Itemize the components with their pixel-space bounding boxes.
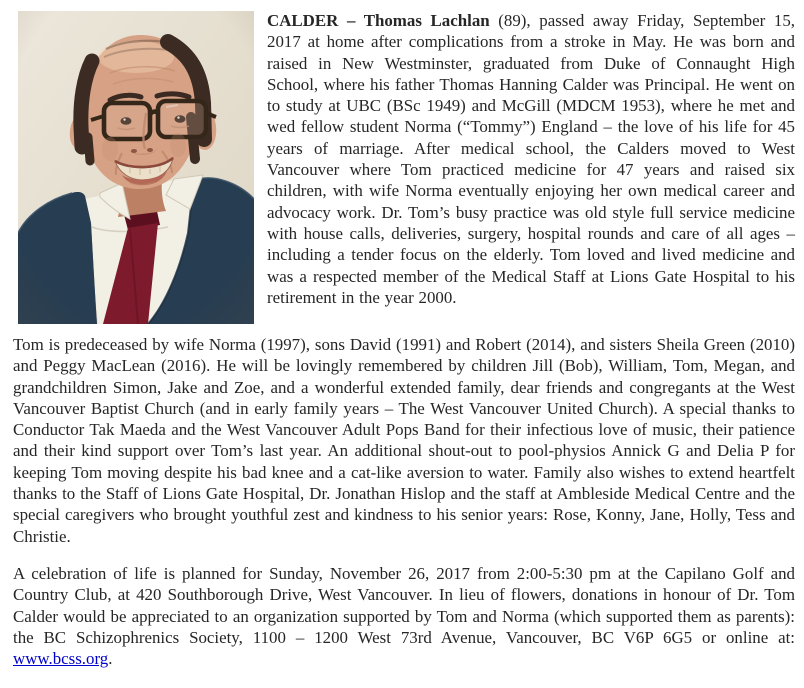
obituary-paragraph-2: Tom is predeceased by wife Norma (1997), sons David (1991) and Robert (2014), and sisters Sheila Green (2010) and Peggy MacLean (2016). He will be lovingly remembered by children Jill (Bob), William, Tom, Megan, and grandchildren Simon, Jake and Zoe, and a wonderful extended family, dear friends and congregants at the West Vancouver Baptist Church (and in early family years – The West Vancouver United Church). A special thanks to Conductor Tak Maeda and the West Vancouver Adult Pops Band for their infectious love of music, their patience and their kind support over Tom’s last year. An additional shout-out to pool-physios Annick G and Delia P for keeping Tom moving despite his bad knee and a cat-like aversion to water. Family also wishes to extend heartfelt thanks to the Staff of Lions Gate Hospital, Dr. Jonathan Hislop and the staff at Ambleside Medical Centre and the special caregivers who brought youthful zest and kindness to his senior years: Rose, Konny, Jane, Holly, Tess and Christie. [13,335,795,546]
paragraph-3-text: A celebration of life is planned for Sunday, November 26, 2017 from 2:00-5:30 pm at the Capilano Golf and Country Club, at 420 Southborough Drive, West Vancouver. In lieu of flowers, donations in honour of Dr. Tom Calder would be appreciated to an organization supported by Tom and Norma (which supported them as parents): the BC Schizophrenics Society, 1100 – 1200 West 73rd Avenue, Vancouver, BC V6P 6G5 or online at: [13,563,795,647]
photo-vignette [18,11,254,324]
paragraph-3-period: . [108,649,113,669]
deceased-name: CALDER – Thomas Lachlan [267,11,490,30]
obituary-paragraph-3 [13,563,795,669]
portrait-photo [18,11,254,324]
bcss-link[interactable]: www.bcss.org [13,649,109,669]
portrait-photo-art [18,11,254,324]
paragraph-1-text: (89), passed away Friday, September 15, 2017 at home after complications from a stroke in May. He was born and raised in New Westminster, graduated from Duke of Connaught High School, where his father Thomas Hanning Calder was Principal. He went on to study at UBC (BSc 1949) and McGill (MDCM 1953), where he met and wed fellow student Norma (“Tommy”) England – the love of his life for 45 years of marriage. After medical school, the Calders moved to West Vancouver where Tom practiced medicine for 47 years and raised six children, with wife Norma eventually enjoying her own medical career and advocacy work. Dr. Tom’s busy practice was old style full service medicine with house calls, deliveries, surgery, hospital rounds and care of all ages – including a tender focus on the elderly. Tom loved and lived medicine and was a respected member of the Medical Staff at Lions Gate Hospital to his retirement in the year 2000. [267,11,795,307]
